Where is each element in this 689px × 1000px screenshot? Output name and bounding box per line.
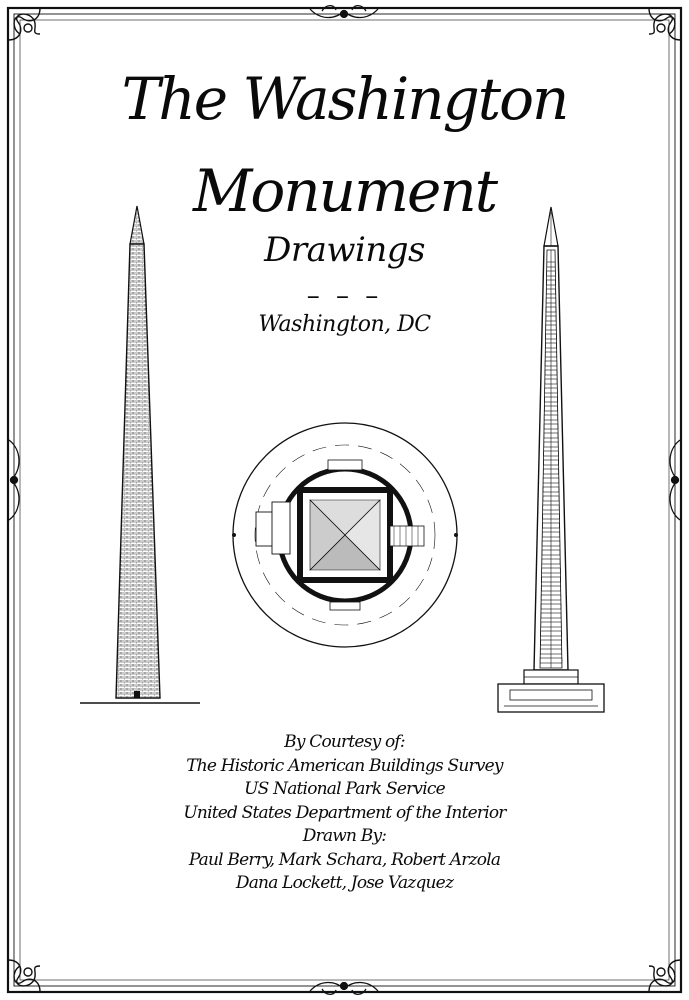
monument-floor-plan-drawing: [228, 418, 462, 652]
credits-line: US National Park Service: [244, 779, 445, 799]
credits-line: Paul Berry, Mark Schara, Robert Arzola: [188, 849, 501, 870]
title-line-2: Monument: [193, 157, 496, 225]
title-divider: – – –: [306, 281, 383, 311]
subtitle: Drawings: [264, 230, 425, 270]
credits-line: By Courtesy of:: [284, 732, 405, 752]
credits-block: [0, 731, 689, 896]
credits-line: Drawn By:: [302, 826, 387, 846]
credits-line: United States Department of the Interior: [183, 802, 506, 823]
credits-line: The Historic American Buildings Survey: [186, 755, 503, 776]
credits-line: Dana Lockett, Jose Vazquez: [235, 873, 454, 893]
location-label: Washington, DC: [258, 312, 431, 337]
title-line-1: The Washington: [121, 65, 568, 133]
monument-section-drawing: [494, 202, 608, 717]
monument-elevation-drawing: [70, 200, 210, 710]
